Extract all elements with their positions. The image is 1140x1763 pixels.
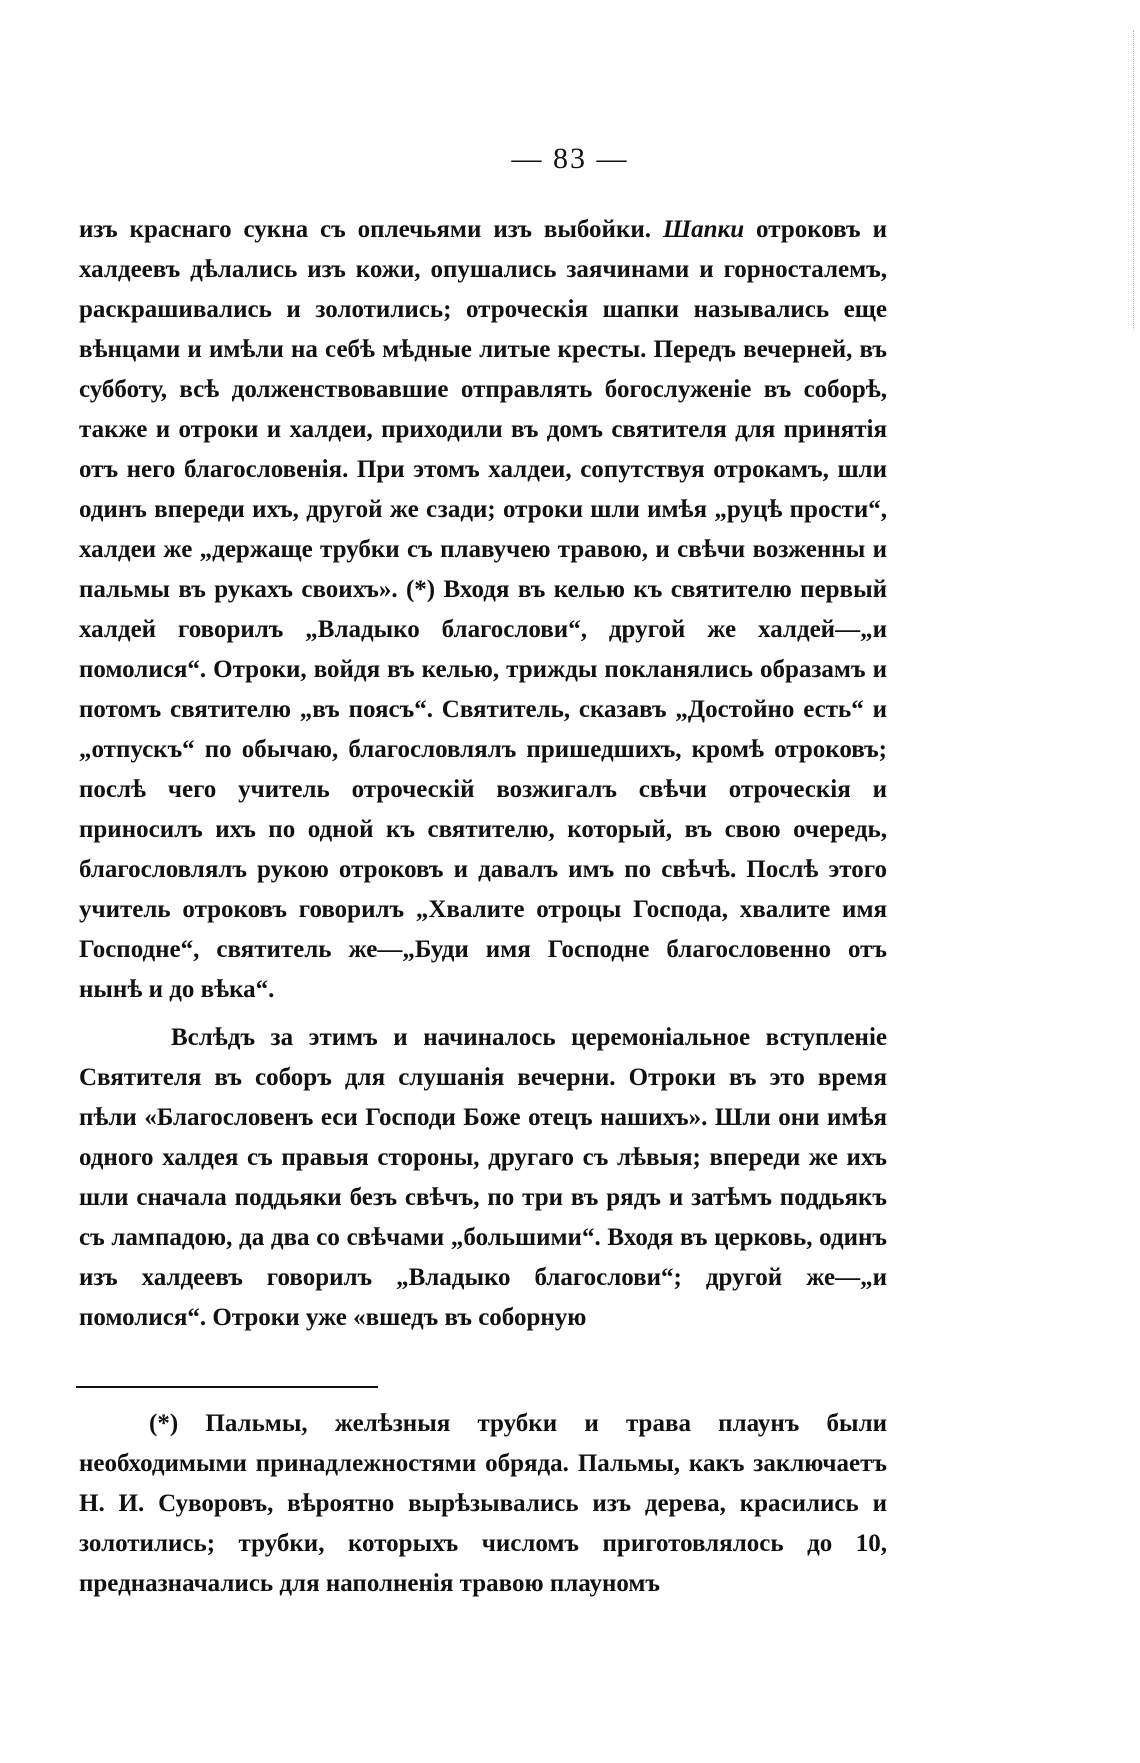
footnote-divider xyxy=(76,1386,378,1388)
footnote: (*) Пальмы, желѣзныя трубки и трава плаунъ были необходимыми принадлежностями обряда. Пальмы, какъ заключаетъ Н. И. Суворовъ, вѣроятно вырѣзывались изъ дерева, красились и золотились; трубки, которыхъ числомъ приготовлялось до 10, предназначались для наполненія травою плауномъ xyxy=(79,1410,887,1597)
scan-margin-mark xyxy=(1131,30,1134,330)
main-text xyxy=(79,210,887,1338)
paragraph-1-start: изъ краснаго сукна съ оплечьями изъ выбойки. xyxy=(79,216,663,243)
emphasized-word: Шапки xyxy=(662,216,745,243)
paragraph-1 xyxy=(79,210,887,1010)
paragraph-1-rest: отроковъ и халдеевъ дѣлались изъ кожи, опушались заячинами и горносталемъ, раскрашивались и золотились; отроческія шапки назывались еще вѣнцами и имѣли на себѣ мѣдные литые кресты. Передъ вечерней, въ субботу, всѣ долженствовавшие отправлять богослуженіе въ соборѣ, также и отроки и халдеи, приходили въ домъ святителя для принятія отъ него благословенія. При этомъ халдеи, сопутствуя отрокамъ, шли одинъ впереди ихъ, другой же сзади; отроки шли имѣя „руцѣ прости“, халдеи же „держаще трубки съ плавучею травою, и свѣчи возженны и пальмы въ рукахъ своихъ». (*) Входя въ келью къ святителю первый халдей говорилъ „Владыко благослови“, другой же халдей—„и помолися“. Отроки, войдя въ келью, трижды покланялись образамъ и потомъ святителю „въ поясъ“. Святитель, сказавъ „Достойно есть“ и „отпускъ“ по обычаю, благословлялъ пришедшихъ, кромѣ отроковъ; послѣ чего учитель отроческій возжигалъ свѣчи отроческія и приносилъ ихъ по одной къ святителю, который, въ свою очередь, благословлялъ рукою отроковъ и давалъ имъ по свѣчѣ. Послѣ этого учитель отроковъ говорилъ „Хвалите отроцы Господа, хвалите имя Господне“, святитель же—„Буди имя Господне благословенно отъ нынѣ и до вѣка“. xyxy=(79,216,887,1003)
page-number: — 83 — xyxy=(511,142,629,175)
paragraph-2: Вслѣдъ за этимъ и начиналось церемоніальное вступленіе Святителя въ соборъ для слушанія вечерни. Отроки въ это время пѣли «Благословенъ еси Господи Боже отецъ нашихъ». Шли они имѣя одного халдея съ правыя стороны, другаго съ лѣвыя; впереди же ихъ шли сначала поддьяки безъ свѣчъ, по три въ рядъ и затѣмъ поддьякъ съ лампадою, да два со свѣчами „большими“. Входя въ церковь, одинъ изъ халдеевъ говорилъ „Владыко благослови“; другой же—„и помолися“. Отроки уже «вшедъ въ соборную xyxy=(79,1024,887,1331)
